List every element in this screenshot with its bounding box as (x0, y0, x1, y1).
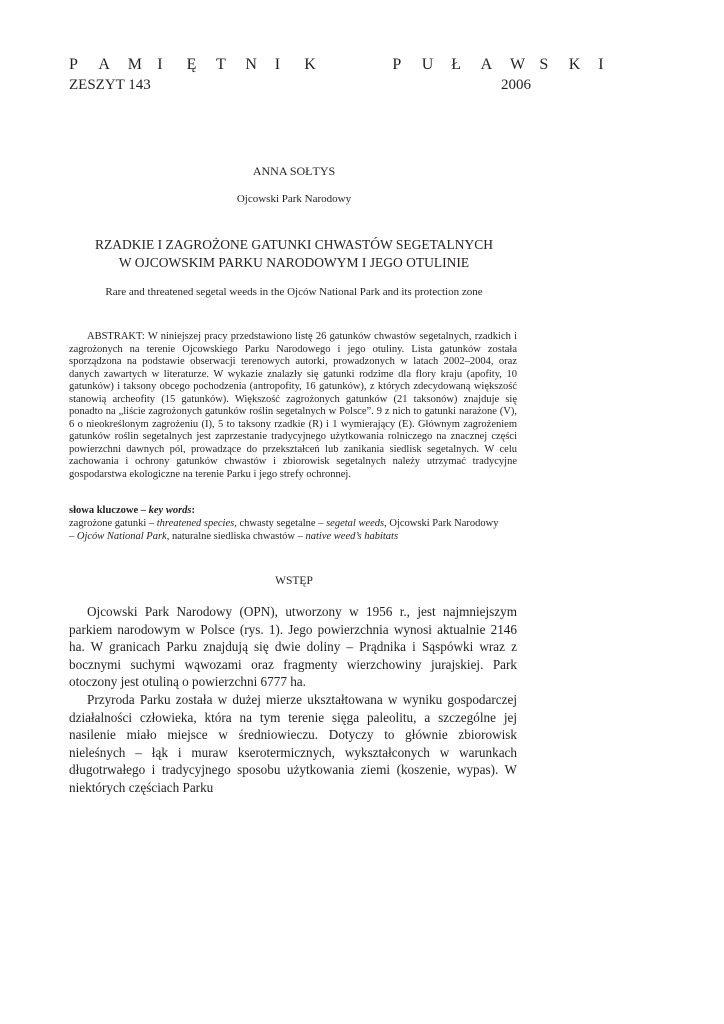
keywords-label-dash: – (138, 505, 149, 516)
journal-name-letter: I (157, 56, 163, 73)
keyword-separator: , (166, 530, 172, 542)
article-title-line-2: W OJCOWSKIM PARKU NARODOWYM I JEGO OTULINIE (118, 255, 470, 270)
english-title: Rare and threatened segetal weeds in the Ojców National Park and its protection zone (105, 286, 483, 298)
journal-name-letter: P (392, 56, 402, 73)
keyword-pl: zagrożone gatunki (69, 517, 147, 529)
journal-name-letter: K (304, 56, 316, 73)
author-name: ANNA SOŁTYS (252, 164, 336, 178)
keyword-dash: – (146, 517, 157, 529)
keyword-en: segetal weeds (326, 517, 385, 529)
journal-name-letter: U (421, 56, 434, 73)
article-title (69, 236, 519, 272)
keyword-pl: naturalne siedliska chwastów (171, 530, 296, 542)
journal-name-letter: I (274, 56, 281, 73)
journal-name-letter: Ę (186, 56, 197, 73)
introduction-body (69, 603, 517, 797)
journal-name-letter: T (216, 56, 226, 73)
keyword-dash: – (315, 517, 327, 529)
keyword-pl: chwasty segetalne (239, 517, 316, 529)
keyword-separator: , (384, 517, 390, 529)
abstract (69, 331, 517, 481)
author-affiliation: Ojcowski Park Narodowy (236, 193, 352, 205)
journal-name-letter: W (510, 56, 526, 73)
issue-year: 2006 (501, 77, 531, 93)
journal-name-letter: A (98, 56, 110, 73)
keyword-separator: , (234, 517, 240, 529)
keyword-dash: – (69, 530, 77, 542)
abstract-text: ABSTRAKT: W niniejszej pracy przedstawiono listę 26 gatunków chwastów segetalnych, rzadkich i zagrożonych na terenie Ojcowskiego Parku Narodowego i jego otuliny. Lista gatunków została sporządzona na podstawie obserwacji terenowych autorki, prowadzonych w latach 2002–2004, oraz danych zawartych w literaturze. W wykazie znalazły się gatunki rodzime dla flory kraju (apofity, 10 gatunków) i taksony obcego pochodzenia (antropofity, 16 gatunków), z których zdecydowaną większość stanowią archeofity (15 gatunków). Większość zagrożonych gatunków (21 taksonów) znajduje się ponadto na „liście zagrożonych gatunków roślin segetalnych w Polsce”. 9 z nich to gatunki narażone (V), 6 o nieokreślonym zagrożeniu (I), 5 to taksony rzadkie (R) i 1 wymierający (E). Głównym zagrożeniem gatunków roślin segetalnych jest zaprzestanie tradycyjnego użytkowania rolniczego na znacznej części powierzchni dawnych pól, prowadzące do przekształceń lub zanikania siedlisk segetalnych. W celu zachowania i ochrony gatunków chwastów i zbiorowisk segetalnych należy utrzymać tradycyjne gospodarstwa ekologiczne na terenie Parku i jego strefy ochronnej. (69, 331, 517, 480)
keywords-label-colon: : (191, 505, 195, 516)
body-paragraph: Ojcowski Park Narodowy (OPN), utworzony w 1956 r., jest najmniejszym parkiem narodowym w Polsce (rys. 1). Jego powierzchnia wynosi aktualnie 2146 ha. W granicach Parku znajdują się dwie doliny – Prądnika i Sąspówki wraz z bocznymi suchymi wąwozami oraz fragmenty wierzchowiny jurajskiej. Park otoczony jest otuliną o powierzchni 6777 ha. (69, 604, 517, 690)
journal-name-letter: A (480, 56, 493, 73)
body-paragraph: Przyroda Parku została w dużej mierze ukształtowana w wyniku gospodarczej działalności człowieka, która na tym terenie sięga paleolitu, a szczególne jej nasilenie miało miejsce w średniowieczu. Dotyczy to głównie zbiorowisk nieleśnych – łąk i muraw kserotermicznych, wykształconych w warunkach długotrwałego i tradycyjnego sposobu użytkowania ziemi (koszenie, wypas). W niektórych częściach Parku (69, 691, 517, 795)
journal-name-letter: S (539, 56, 549, 73)
journal-name-letter: P (69, 56, 78, 73)
keyword-pl: Ojcowski Park Narodowy (389, 517, 499, 529)
issue-line (69, 77, 531, 94)
journal-name-letter: K (568, 56, 581, 73)
issue-number: ZESZYT 143 (69, 77, 151, 93)
journal-name-letter: I (598, 56, 604, 73)
journal-name-letter: N (245, 56, 257, 73)
section-heading: WSTĘP (275, 575, 313, 587)
keywords-label-en: key words (148, 505, 192, 516)
journal-name-letter: Ł (451, 56, 461, 73)
keywords-block (69, 505, 517, 543)
journal-name-letter: M (127, 56, 143, 73)
keyword-en: Ojców National Park (76, 530, 167, 542)
keyword-en: native weed’s habitats (305, 530, 399, 542)
keyword-dash: – (295, 530, 306, 542)
keyword-en: threatened species (156, 517, 235, 529)
article-title-line-1: RZADKIE I ZAGROŻONE GATUNKI CHWASTÓW SEGETALNYCH (94, 237, 493, 252)
keywords-label-pl: słowa kluczowe (69, 505, 139, 516)
